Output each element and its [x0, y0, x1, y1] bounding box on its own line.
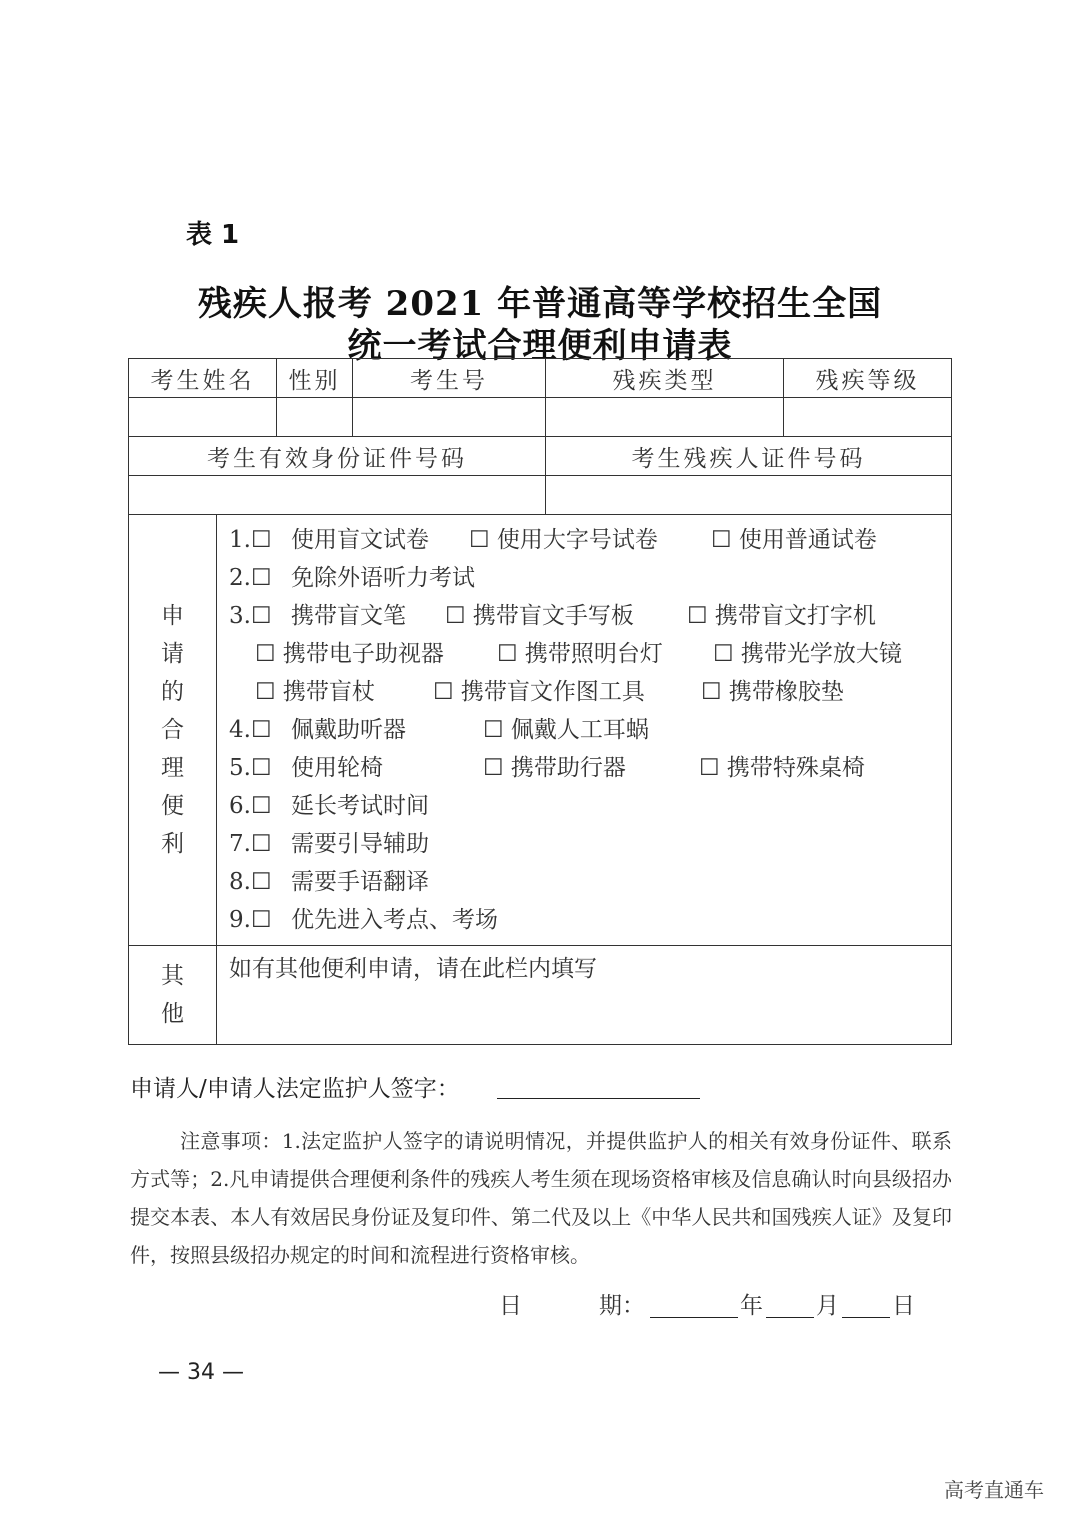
page-number: — 34 — [158, 1360, 244, 1385]
label-char: 利 [161, 831, 184, 857]
option-braille-slate[interactable]: ☐ 携带盲文手写板 [445, 603, 634, 629]
checkbox-2[interactable]: 2.☐ [229, 565, 272, 591]
option-row-2 [229, 559, 951, 597]
header-id-number: 考生有效身份证件号码 [129, 437, 546, 476]
option-row-5 [229, 673, 951, 711]
application-form-table [128, 358, 952, 1045]
checkbox-1[interactable]: 1.☐ [229, 527, 272, 553]
other-label [129, 946, 217, 1045]
date-month-field[interactable] [766, 1291, 814, 1318]
checkbox-8[interactable]: 8.☐ [229, 869, 272, 895]
date-day-field[interactable] [842, 1291, 890, 1318]
option-row-3 [229, 597, 951, 635]
name-field[interactable] [129, 398, 277, 437]
disability-type-field[interactable] [546, 398, 784, 437]
header-disability-level: 残疾等级 [784, 359, 952, 398]
option-row-8 [229, 787, 951, 825]
option-guidance-assistance: 需要引导辅助 [291, 831, 429, 857]
option-rubber-mat[interactable]: ☐ 携带橡胶垫 [701, 679, 844, 705]
option-row-7 [229, 749, 951, 787]
date-month-label: 月 [816, 1293, 839, 1319]
label-char: 申 [161, 603, 184, 629]
label-char: 他 [161, 1001, 184, 1027]
exam-number-field[interactable] [353, 398, 546, 437]
conveniences-label [129, 515, 217, 946]
header-exam-number: 考生号 [353, 359, 546, 398]
option-exempt-listening: 免除外语听力考试 [291, 565, 475, 591]
option-walker[interactable]: ☐ 携带助行器 [483, 755, 626, 781]
option-normal-paper[interactable]: ☐ 使用普通试卷 [711, 527, 877, 553]
header-disability-cert-number: 考生残疾人证件号码 [546, 437, 952, 476]
id-number-field[interactable] [129, 476, 546, 515]
option-large-print-paper[interactable]: ☐ 使用大字号试卷 [469, 527, 658, 553]
checkbox-5[interactable]: 5.☐ [229, 755, 272, 781]
notes [130, 1122, 952, 1274]
disability-level-field[interactable] [784, 398, 952, 437]
option-optical-magnifier[interactable]: ☐ 携带光学放大镜 [713, 641, 902, 667]
option-row-6 [229, 711, 951, 749]
option-cochlear-implant[interactable]: ☐ 佩戴人工耳蜗 [483, 717, 649, 743]
option-electronic-magnifier[interactable]: ☐ 携带电子助视器 [255, 641, 444, 667]
other-requests-hint: 如有其他便利申请，请在此栏内填写 [229, 956, 597, 982]
date-day-label: 日 [892, 1293, 915, 1319]
label-char: 其 [161, 963, 184, 989]
option-wheelchair: 使用轮椅 [291, 755, 383, 781]
date-year-field[interactable] [650, 1291, 738, 1318]
option-row-11 [229, 901, 951, 939]
option-row-9 [229, 825, 951, 863]
header-name: 考生姓名 [129, 359, 277, 398]
option-hearing-aid: 佩戴助听器 [291, 717, 406, 743]
header-gender: 性别 [277, 359, 353, 398]
watermark: 高考直通车 [944, 1478, 1044, 1502]
label-char: 的 [161, 679, 184, 705]
option-braille-paper: 使用盲文试卷 [291, 527, 429, 553]
label-char: 便 [161, 793, 184, 819]
form-title-line-1: 残疾人报考 2021 年普通高等学校招生全国 [197, 284, 883, 324]
label-char: 请 [161, 641, 184, 667]
checkbox-6[interactable]: 6.☐ [229, 793, 272, 819]
option-braille-typewriter[interactable]: ☐ 携带盲文打字机 [687, 603, 876, 629]
option-row-1 [229, 521, 951, 559]
table-label: 表 1 [186, 220, 240, 250]
label-char: 合 [161, 717, 184, 743]
checkbox-9[interactable]: 9.☐ [229, 907, 272, 933]
option-row-10 [229, 863, 951, 901]
other-requests-field[interactable] [217, 946, 952, 1045]
signature-label: 申请人/申请人法定监护人签字： [130, 1076, 460, 1102]
option-sign-language: 需要手语翻译 [291, 869, 429, 895]
header-disability-type: 残疾类型 [546, 359, 784, 398]
form-title-line-2: 统一考试合理便利申请表 [347, 326, 733, 366]
date-label-ri: 日 [499, 1293, 522, 1319]
disability-cert-number-field[interactable] [546, 476, 952, 515]
signature-field[interactable] [497, 1098, 700, 1099]
conveniences-options [217, 515, 952, 946]
notes-text: 注意事项：1.法定监护人签字的请说明情况，并提供监护人的相关有效身份证件、联系方式等；2.凡申请提供合理便利条件的残疾人考生须在现场资格审核及信息确认时向县级招办提交本表、本人有效居民身份证及复印件、第二代及以上《中华人民共和国残疾人证》及复印件，按照县级招办规定的时间和流程进行资格审核。 [130, 1129, 952, 1267]
checkbox-7[interactable]: 7.☐ [229, 831, 272, 857]
date-label-qi: 期： [599, 1293, 645, 1319]
checkbox-4[interactable]: 4.☐ [229, 717, 272, 743]
label-char: 理 [161, 755, 184, 781]
option-special-desk-chair[interactable]: ☐ 携带特殊桌椅 [699, 755, 865, 781]
option-priority-entry: 优先进入考点、考场 [291, 907, 498, 933]
option-braille-pen: 携带盲文笔 [291, 603, 406, 629]
option-desk-lamp[interactable]: ☐ 携带照明台灯 [497, 641, 663, 667]
option-braille-drawing-tools[interactable]: ☐ 携带盲文作图工具 [433, 679, 645, 705]
option-row-4 [229, 635, 951, 673]
gender-field[interactable] [277, 398, 353, 437]
option-extended-time: 延长考试时间 [291, 793, 429, 819]
option-white-cane[interactable]: ☐ 携带盲杖 [255, 679, 375, 705]
checkbox-3[interactable]: 3.☐ [229, 603, 272, 629]
date-year-label: 年 [740, 1293, 763, 1319]
